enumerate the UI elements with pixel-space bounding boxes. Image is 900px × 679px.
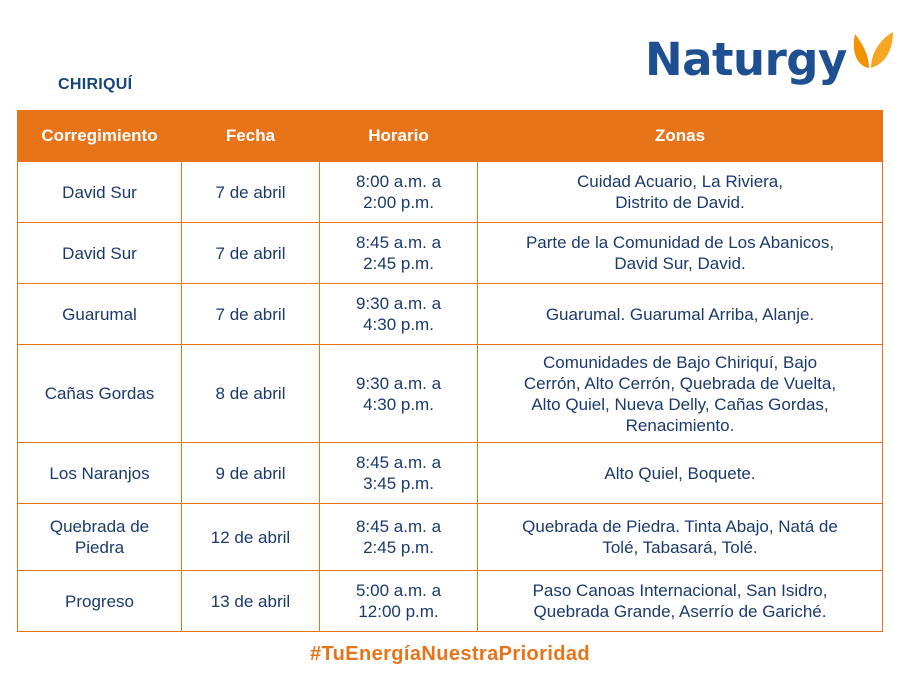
header-corregimiento: Corregimiento bbox=[18, 110, 182, 162]
table-row bbox=[18, 345, 883, 443]
cell-zonas: Paso Canoas Internacional, San Isidro, Quebrada Grande, Aserrío de Gariché. bbox=[478, 571, 883, 632]
cell-fecha: 7 de abril bbox=[182, 223, 320, 284]
cell-horario: 9:30 a.m. a 4:30 p.m. bbox=[320, 345, 478, 443]
cell-fecha: 8 de abril bbox=[182, 345, 320, 443]
cell-horario: 8:45 a.m. a 3:45 p.m. bbox=[320, 443, 478, 504]
cell-fecha: 7 de abril bbox=[182, 284, 320, 345]
campaign-hashtag: #TuEnergíaNuestraPrioridad bbox=[309, 643, 591, 665]
cell-zonas: Guarumal. Guarumal Arriba, Alanje. bbox=[478, 284, 883, 345]
table-row bbox=[18, 223, 883, 284]
header-fecha: Fecha bbox=[182, 110, 320, 162]
cell-horario: 8:45 a.m. a 2:45 p.m. bbox=[320, 223, 478, 284]
cell-zonas: Comunidades de Bajo Chiriquí, Bajo Cerrón, Alto Cerrón, Quebrada de Vuelta, Alto Quiel, Nueva Delly, Cañas Gordas, Renacimiento. bbox=[478, 345, 883, 443]
cell-horario: 8:45 a.m. a 2:45 p.m. bbox=[320, 504, 478, 571]
cell-corregimiento: David Sur bbox=[18, 223, 182, 284]
cell-zonas: Alto Quiel, Boquete. bbox=[478, 443, 883, 504]
cell-zonas: Quebrada de Piedra. Tinta Abajo, Natá de Tolé, Tabasará, Tolé. bbox=[478, 504, 883, 571]
cell-horario: 9:30 a.m. a 4:30 p.m. bbox=[320, 284, 478, 345]
header-zonas: Zonas bbox=[478, 110, 883, 162]
table-row bbox=[18, 162, 883, 223]
cell-zonas: Parte de la Comunidad de Los Abanicos, David Sur, David. bbox=[478, 223, 883, 284]
cell-zonas: Cuidad Acuario, La Riviera, Distrito de David. bbox=[478, 162, 883, 223]
table-row bbox=[18, 443, 883, 504]
brand-logo bbox=[645, 30, 895, 90]
region-title: CHIRIQUÍ bbox=[58, 76, 133, 93]
table-row bbox=[18, 504, 883, 571]
table-row bbox=[18, 284, 883, 345]
cell-fecha: 12 de abril bbox=[182, 504, 320, 571]
cell-horario: 8:00 a.m. a 2:00 p.m. bbox=[320, 162, 478, 223]
table-row bbox=[18, 571, 883, 632]
cell-fecha: 9 de abril bbox=[182, 443, 320, 504]
butterfly-icon bbox=[849, 26, 895, 76]
header-horario: Horario bbox=[320, 110, 478, 162]
cell-corregimiento: Cañas Gordas bbox=[18, 345, 182, 443]
cell-corregimiento: Quebrada de Piedra bbox=[18, 504, 182, 571]
cell-corregimiento: Guarumal bbox=[18, 284, 182, 345]
cell-fecha: 13 de abril bbox=[182, 571, 320, 632]
cell-corregimiento: David Sur bbox=[18, 162, 182, 223]
cell-corregimiento: Progreso bbox=[18, 571, 182, 632]
cell-corregimiento: Los Naranjos bbox=[18, 443, 182, 504]
cell-fecha: 7 de abril bbox=[182, 162, 320, 223]
brand-name: Naturgy bbox=[645, 33, 847, 86]
table-header-row bbox=[18, 110, 883, 162]
schedule-table bbox=[17, 110, 883, 632]
cell-horario: 5:00 a.m. a 12:00 p.m. bbox=[320, 571, 478, 632]
